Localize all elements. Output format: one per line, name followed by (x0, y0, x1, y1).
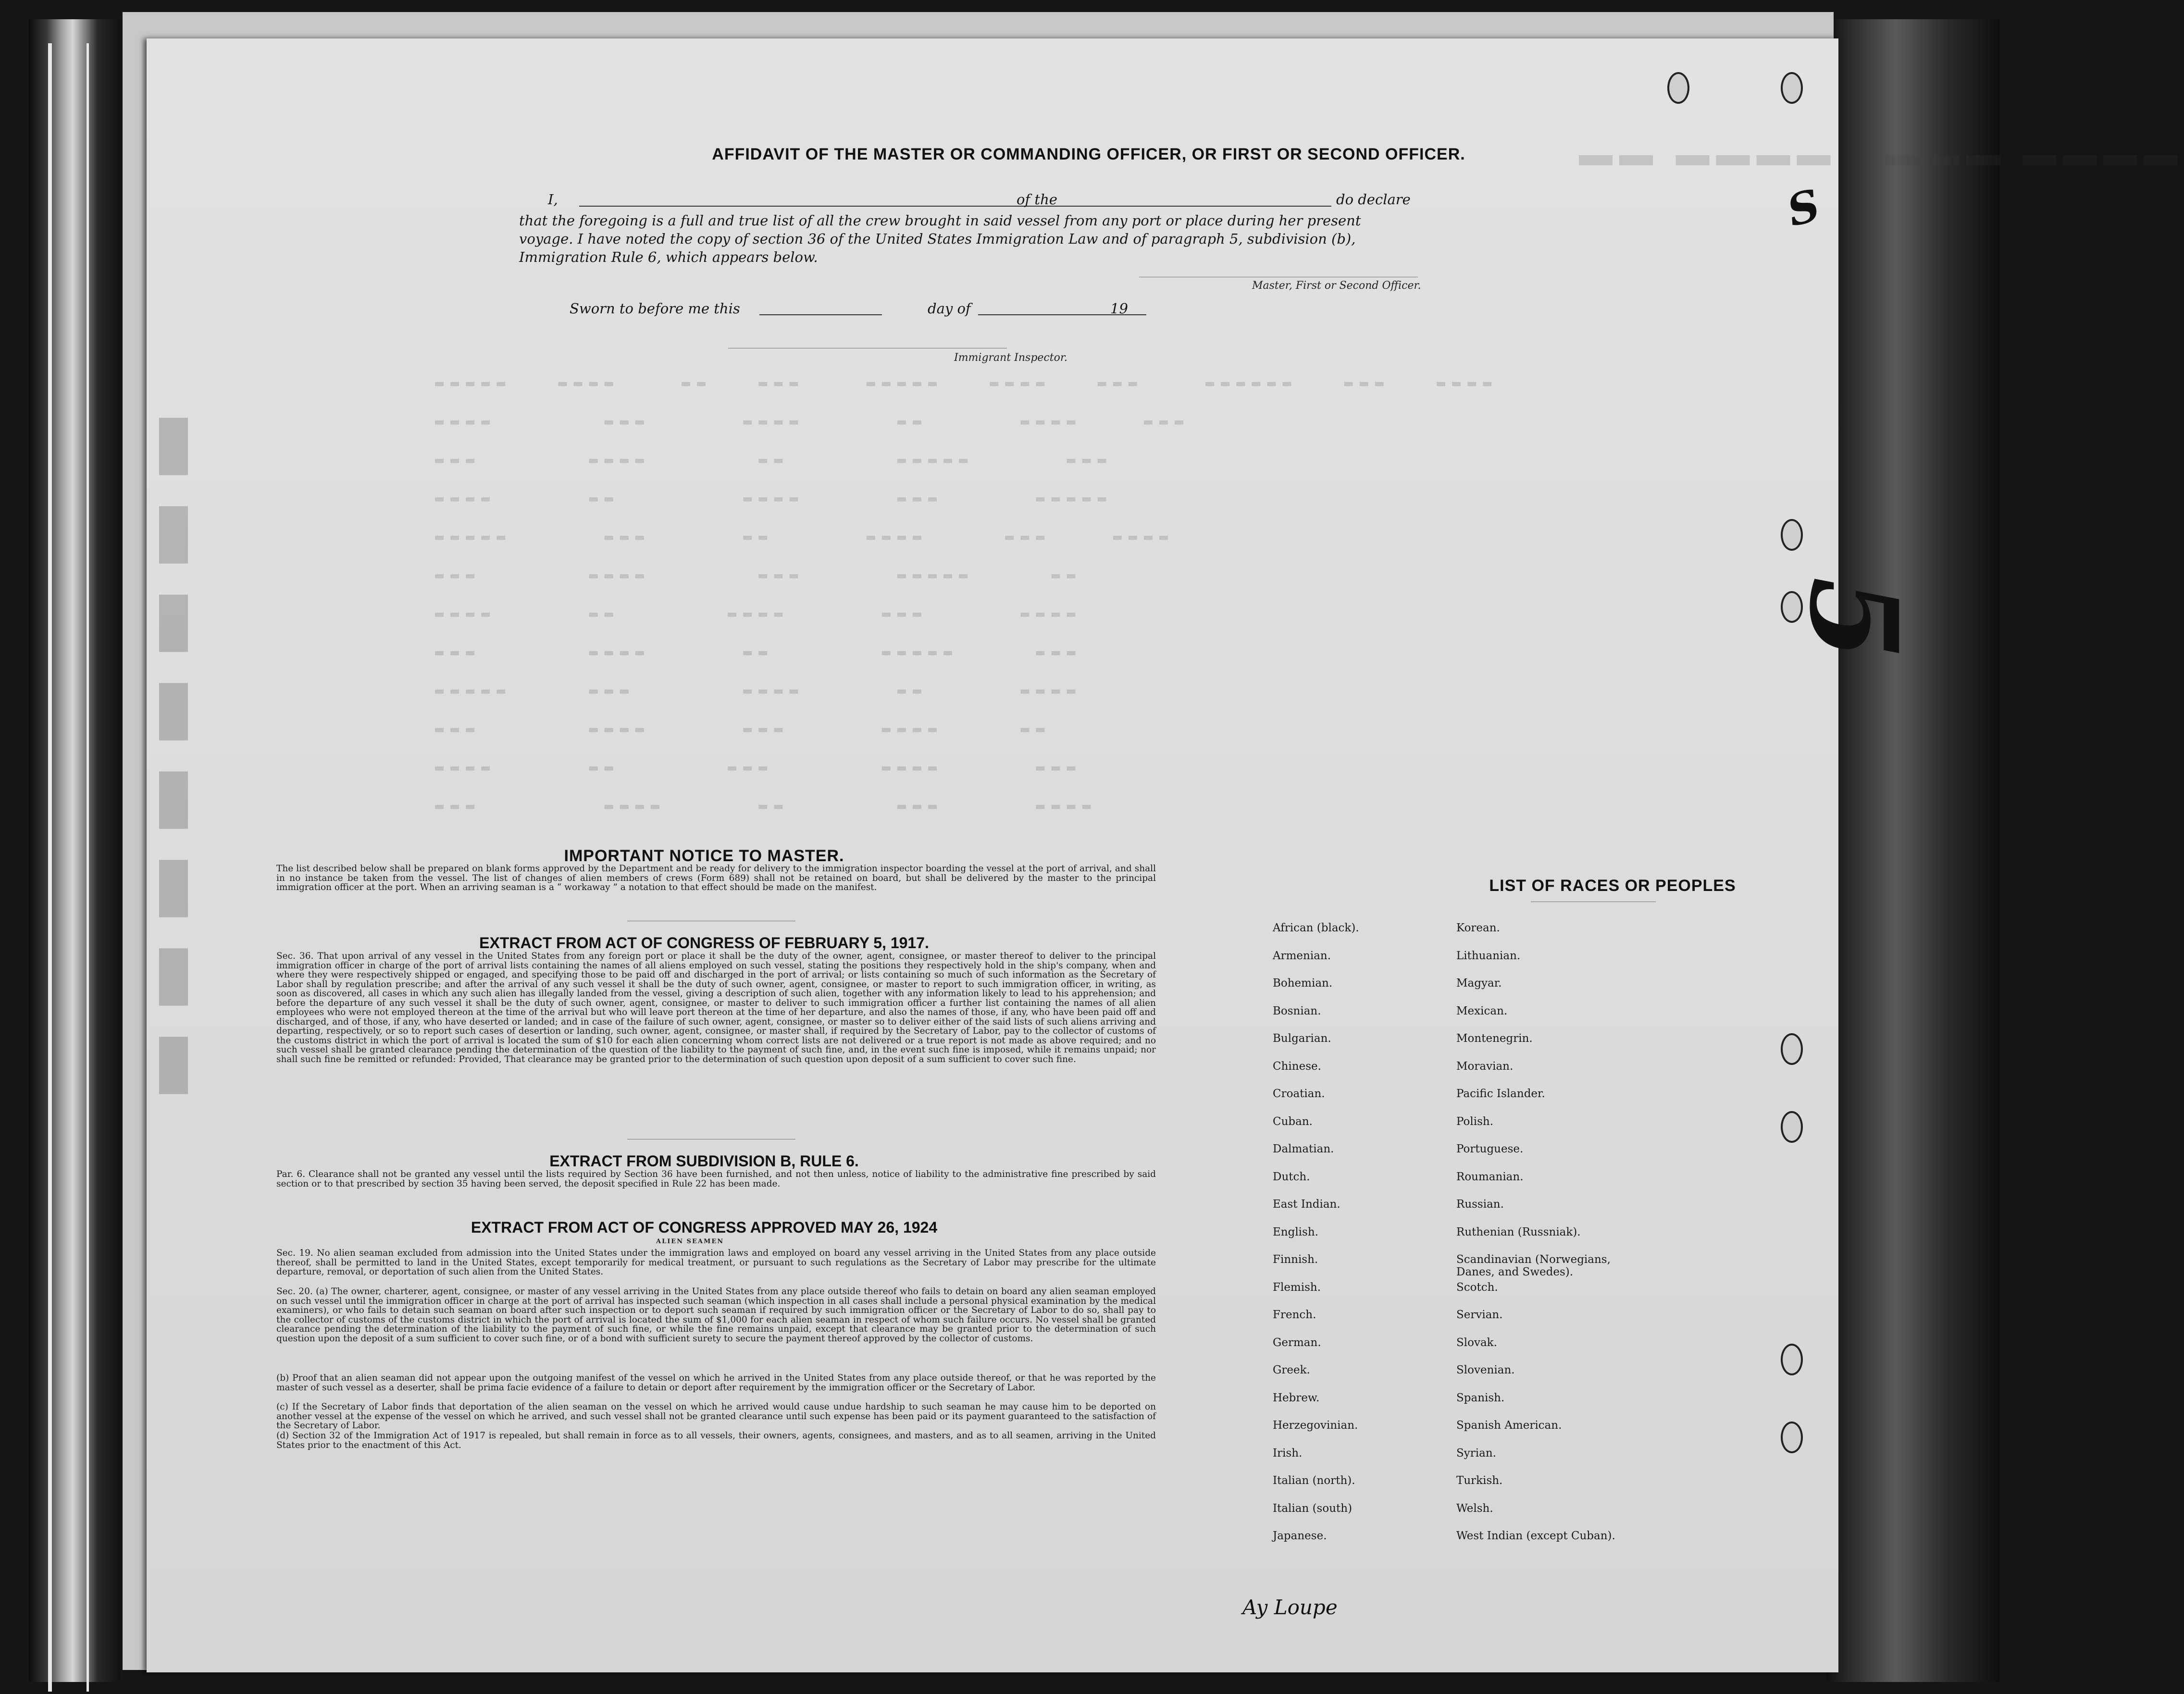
binder-edge-line (48, 43, 52, 1692)
race-item: East Indian. (1273, 1198, 1340, 1211)
race-item: Welsh. (1456, 1502, 1493, 1515)
race-item: Portuguese. (1456, 1143, 1524, 1155)
race-item: Montenegrin. (1456, 1032, 1533, 1045)
race-item: Dalmatian. (1273, 1143, 1334, 1155)
bleed-through-row: ▬▬▬ ▬▬▬▬ ▬▬ ▬▬▬▬▬ ▬▬▬ (435, 644, 1082, 661)
manifest-page (134, 38, 2184, 1672)
race-item: West Indian (except Cuban). (1456, 1530, 1615, 1542)
bleed-through-row: ▬▬▬▬ ▬▬▬ ▬▬▬▬ ▬▬ ▬▬▬▬ ▬▬▬ (435, 413, 1191, 430)
affidavit-i-label: I, (548, 191, 558, 208)
race-item: Servian. (1456, 1309, 1503, 1321)
race-item: Japanese. (1273, 1530, 1327, 1542)
bleed-through-row: ▬▬▬▬▬ ▬▬▬▬ ▬▬ ▬▬▬ ▬▬▬▬▬ ▬▬▬▬ ▬▬▬ ▬▬▬▬▬▬ ▬▬▬ ▬▬▬▬ (435, 375, 1499, 392)
race-item: Turkish. (1456, 1474, 1503, 1487)
bleed-through-row: ▬▬▬ ▬▬▬▬ ▬▬▬ ▬▬▬▬ ▬▬ (435, 721, 1052, 738)
act-1924-sec20c: (c) If the Secretary of Labor finds that deportation of the alien seaman on the vessel on which he arrived would cause undue hardship to such seaman he may cause him to be deported on another vessel at the expense of the vessel on which he arrived, and such vessel shall not be granted clearance until such expense has been paid or its payment guaranteed to the satisfaction of the Secretary of Labor. (276, 1402, 1156, 1431)
bleed-through-row: ▬▬▬▬ ▬▬ ▬▬▬▬ ▬▬▬ ▬▬▬▬ (435, 606, 1082, 622)
notice-title: IMPORTANT NOTICE TO MASTER. (564, 847, 844, 865)
bleed-through-stamp: ▮▮▮▮▮▮▮▮ (134, 399, 214, 1106)
day-of-label: day of (928, 300, 971, 317)
race-item: Syrian. (1456, 1447, 1496, 1459)
bleed-through-heading: ▬▬ ▬▬▬▬ ▬▬▬ ▬▬▬▬ (1579, 135, 2184, 173)
rule-6-text: Par. 6. Clearance shall not be granted any vessel until the lists required by Section 36 have been furnished, and not then unless, notice of liability to the administrative fine prescribed by said section or to that prescribed by section 35 having been served, the deposit specified in Rule 22 has been made. (276, 1169, 1156, 1189)
race-item: Moravian. (1456, 1060, 1514, 1073)
race-item: Croatian. (1273, 1088, 1325, 1100)
punch-hole (1667, 72, 1689, 104)
race-item: Dutch. (1273, 1170, 1310, 1183)
race-item: Korean. (1456, 922, 1500, 934)
race-item: Scotch. (1456, 1281, 1498, 1294)
race-item: Italian (north). (1273, 1474, 1355, 1487)
bleed-through-row: ▬▬▬▬ ▬▬ ▬▬▬▬ ▬▬▬ ▬▬▬▬▬ (435, 490, 1113, 507)
affidavit-text-line: voyage. I have noted the copy of section 36 of the United States Immigration Law and of paragraph 5, subdivision (b), (519, 231, 1356, 247)
race-item: German. (1273, 1336, 1321, 1349)
race-item: Bohemian. (1273, 977, 1333, 989)
act-1924-sec20d: (d) Section 32 of the Immigration Act of 1917 is repealed, but shall remain in force as to all vessels, their owners, agents, consignees, and masters, and as to all seamen, arriving in the United States prior to the enactment of this Act. (276, 1431, 1156, 1450)
sworn-label: Sworn to before me this (570, 300, 740, 317)
race-item: Armenian. (1273, 949, 1331, 962)
affidavit-text-line: that the foregoing is a full and true list of all the crew brought in said vessel from any port or place during her present (519, 212, 1361, 229)
race-item: Irish. (1273, 1447, 1303, 1459)
race-item: Russian. (1456, 1198, 1504, 1211)
race-item: Chinese. (1273, 1060, 1321, 1073)
blank-vessel-line (1067, 206, 1331, 207)
race-item: Slovenian. (1456, 1364, 1515, 1376)
race-item: African (black). (1273, 922, 1359, 934)
blank-day-line (759, 314, 882, 315)
act-1924-title: EXTRACT FROM ACT OF CONGRESS APPROVED MAY 26, 1924 (471, 1219, 938, 1236)
act-1924-sec20b: (b) Proof that an alien seaman did not appear upon the outgoing manifest of the vessel on which he arrived in the United States from any place outside thereof, or that he was reported by the master of such vessel as a deserter, shall be prima facie evidence of a failure to detain or deport after requirement by the immigration officer or the Secretary of Labor. (276, 1373, 1156, 1393)
bleed-through-row: ▬▬▬▬▬ ▬▬▬ ▬▬▬▬ ▬▬ ▬▬▬▬ (435, 682, 1082, 699)
act-1924-sec20a: Sec. 20. (a) The owner, charterer, agent, consignee, or master of any vessel arriving in the United States from any place outside thereof who fails to detain on board any alien seaman employed on such vessel until the immigration officer in charge at the port of arrival has inspected such seaman (which inspection in all cases shall include a personal physical examination by the medical examiners), or who fails to detain such seaman on board after such inspection or to deport such seaman if required by such immigration officer or the Secretary of Labor to do so, shall pay to the collector of customs of the customs district in which the port of arrival is located the sum of $1,000 for each alien seaman in respect of whom such failure occurs. No vessel shall be granted clearance pending the determination of the liability to the payment of such fine, or while the fine remains unpaid, except that clearance may be granted prior to the determination of such question upon the deposit of a sum sufficient to cover such fine, or of a bond with sufficient surety to secure the payment thereof approved by the collector of customs. (276, 1286, 1156, 1344)
punch-hole (1781, 1344, 1803, 1375)
act-1924-sec19: Sec. 19. No alien seaman excluded from admission into the United States under the immigration laws and employed on board any vessel arriving in the United States from any place outside thereof, shall be permitted to land in the United States, except temporarily for medical treatment, or pursuant to such regulations as the Secretary of Labor may prescribe for the ultimate departure, removal, or deportation of such alien from the United States. (276, 1248, 1156, 1277)
handwritten-margin-number: 5 (1783, 577, 1924, 660)
race-item: English. (1273, 1225, 1318, 1238)
bleed-through-row: ▬▬▬▬ ▬▬ ▬▬▬ ▬▬▬▬ ▬▬▬ (435, 759, 1082, 776)
race-item: Spanish. (1456, 1391, 1505, 1404)
bleed-through-row: ▬▬▬▬▬ ▬▬▬ ▬▬ ▬▬▬▬ ▬▬▬ ▬▬▬▬ (435, 529, 1175, 545)
affidavit-declare-label: do declare (1336, 191, 1411, 208)
race-item: Magyar. (1456, 977, 1502, 989)
race-item: Finnish. (1273, 1253, 1318, 1266)
affidavit-of-the-label: of the (1017, 191, 1057, 208)
race-item: Herzegovinian. (1273, 1419, 1358, 1432)
race-item: Scandinavian (Norwegians, Danes, and Swedes). (1456, 1253, 1611, 1278)
race-item: Roumanian. (1456, 1170, 1524, 1183)
master-signature-label: Master, First or Second Officer. (1252, 280, 1421, 292)
punch-hole (1781, 72, 1803, 104)
binder-spine-left (29, 19, 120, 1682)
race-item: Lithuanian. (1456, 949, 1521, 962)
inspector-signature-label: Immigrant Inspector. (954, 352, 1067, 364)
race-item: Mexican. (1456, 1004, 1508, 1017)
race-item: Greek. (1273, 1364, 1310, 1376)
binder-edge-right (1826, 19, 1999, 1682)
bleed-through-row: ▬▬▬ ▬▬▬▬ ▬▬▬ ▬▬▬▬▬ ▬▬ (435, 567, 1082, 584)
handwritten-mark: S (1782, 179, 1825, 237)
act-1917-title: EXTRACT FROM ACT OF CONGRESS OF FEBRUARY 5, 1917. (479, 934, 929, 952)
binder-edge-line (87, 43, 89, 1692)
punch-hole (1781, 1033, 1803, 1065)
race-item: Bosnian. (1273, 1004, 1321, 1017)
bleed-through-row: ▬▬▬ ▬▬▬▬ ▬▬ ▬▬▬▬▬ ▬▬▬ (435, 452, 1113, 469)
bleed-through-row: ▬▬▬ ▬▬▬▬ ▬▬ ▬▬▬ ▬▬▬▬ (435, 798, 1098, 815)
race-item: Polish. (1456, 1115, 1494, 1128)
affidavit-text-line: Immigration Rule 6, which appears below. (519, 249, 818, 265)
race-item: Cuban. (1273, 1115, 1313, 1128)
race-item: Hebrew. (1273, 1391, 1320, 1404)
races-title: LIST OF RACES OR PEOPLES (1489, 877, 1736, 895)
race-item: Ruthenian (Russniak). (1456, 1225, 1581, 1238)
race-item: Bulgarian. (1273, 1032, 1331, 1045)
race-item: Flemish. (1273, 1281, 1321, 1294)
race-item: Slovak. (1456, 1336, 1497, 1349)
punch-hole (1781, 1422, 1803, 1453)
race-item: French. (1273, 1309, 1316, 1321)
rule-6-title: EXTRACT FROM SUBDIVISION B, RULE 6. (549, 1152, 859, 1170)
handwritten-signature: Ay Loupe (1242, 1595, 1338, 1619)
punch-hole (1781, 1111, 1803, 1143)
act-1924-subtitle: ALIEN SEAMEN (656, 1238, 724, 1245)
punch-hole (1781, 519, 1803, 551)
year-prefix: 19 (1110, 300, 1128, 317)
race-item: Spanish American. (1456, 1419, 1562, 1432)
affidavit-title: AFFIDAVIT OF THE MASTER OR COMMANDING OFFICER, OR FIRST OR SECOND OFFICER. (712, 145, 1465, 163)
race-item: Italian (south) (1273, 1502, 1353, 1515)
race-item: Pacific Islander. (1456, 1088, 1545, 1100)
notice-text: The list described below shall be prepared on blank forms approved by the Department and be ready for delivery to the immigration inspector boarding the vessel at the port of arrival, and shall in no instance be taken from the vessel. The list of changes of alien members of crews (Form 689) shall not be retained on board, but shall be delivered by the master to the principal immigration officer at the port. When an arriving seaman is a “ workaway ” a notation to that effect should be made on the manifest. (276, 864, 1156, 892)
act-1917-text: Sec. 36. That upon arrival of any vessel in the United States from any foreign port or place it shall be the duty of the owner, agent, consignee, or master thereof to deliver to the principal immigration officer in charge of the port of arrival lists containing the names of all aliens employed on such vessel, stating the positions they respectively hold in the ship's company, when and where they were respectively shipped or engaged, and specifying those to be paid off and discharged in the port of arrival; or lists containing so much of such information as the Secretary of Labor shall by regulation prescribe; and after the arrival of any such vessel it shall be the duty of such owner, agent, consignee, or master to report to such immigration officer, in writing, as soon as discovered, all cases in which any such alien has illegally landed from the vessel, giving a description of such alien, together with any information likely to lead to his apprehension; and before the departure of any such vessel it shall be the duty of such owner, agent, consignee, or master to deliver to such immigration officer a further list containing the names of all alien employees who were not employed thereon at the time of the arrival but who will leave port thereon at the time of her departure, and also the names of those, if any, who have been paid off and discharged, and of those, if any, who have deserted or landed; and in case of the failure of such owner, agent, consignee, or master so to deliver either of the said lists of such aliens arriving and departing, respectively, or so to report such cases of desertion or landing, such owner, agent, consignee, or master shall, if required by the Secretary of Labor, pay to the collector of customs of the customs district in which the port of arrival is located the sum of $10 for each alien concerning whom correct lists are not delivered or a true report is not made as above required; and no such vessel shall be granted clearance pending the determination of the question of the liability to the payment of such fine, and, in the event such fine is imposed, while it remains unpaid; nor shall such fine be remitted or refunded: Provided, That clearance may be granted prior to the determination of such question upon deposit of a sum sufficient to cover such fine. (276, 951, 1156, 1064)
